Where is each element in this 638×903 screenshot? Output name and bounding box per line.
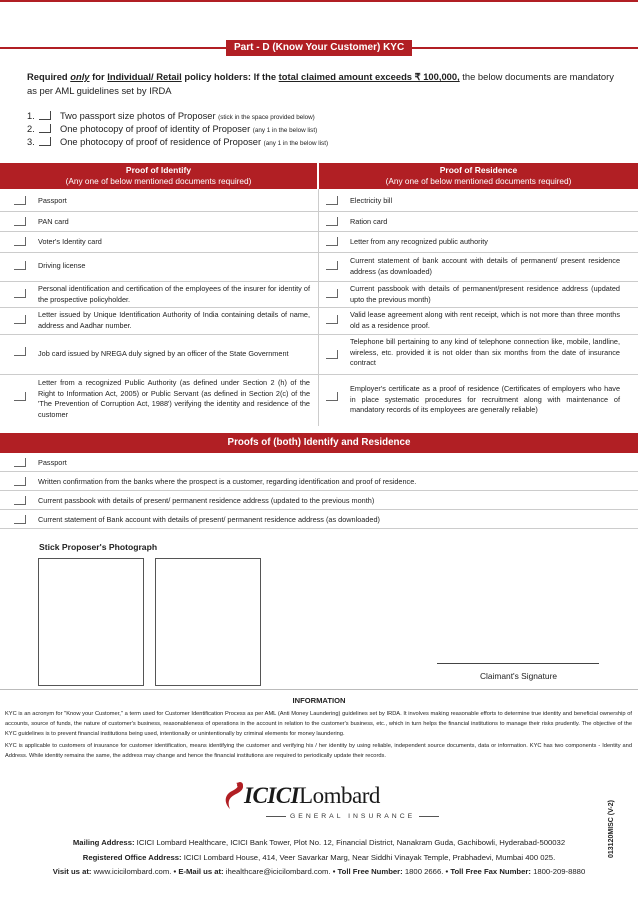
both-checkbox[interactable] [14,477,26,486]
row-divider [0,307,638,308]
both-item: Current statement of Bank account with details of present/ permanent residence address (as downloaded) [38,515,380,524]
residence-checkbox[interactable] [326,261,338,270]
mailing-address: Mailing Address: ICICI Lombard Healthcare, ICICI Bank Tower, Plot No. 12, Financial District, Nanakram Guda, Gachibowli, Hyderabad-500032 [72,838,566,847]
row-divider [0,231,638,232]
form-code: 013120MISC (V-2) [608,800,615,858]
identity-item: Voter's Identity card [38,237,102,246]
both-item: Current passbook with details of present/ permanent residence address (updated to the previous month) [38,496,375,505]
both-checkbox[interactable] [14,496,26,505]
row-divider [0,528,638,529]
row-divider [0,334,638,335]
both-item: Passport [38,458,67,467]
identity-item: Personal identification and certification of the employees of the insurer for identity of the prospective policyholder. [38,284,310,304]
residence-item: Employer's certificate as a proof of residence (Certificates of employers who have in place systematic procedures for recruitment along with maintenance of mandatory records of its employees are generally reliable) [350,384,620,415]
logo-swirl-icon [222,781,246,811]
residence-item: Ration card [350,217,388,226]
checkbox[interactable] [39,124,51,133]
required-item: 2. One photocopy of proof of identity of Proposer (any 1 in the below list) [27,124,318,134]
identity-checkbox[interactable] [14,289,26,298]
row-divider [0,281,638,282]
page-title: Part - D (Know Your Customer) KYC [226,40,412,56]
photo-box-2[interactable] [155,558,261,686]
signature-label: Claimant's Signature [480,671,558,681]
signature-line[interactable] [437,663,599,664]
residence-checkbox[interactable] [326,196,338,205]
residence-item: Current passbook with details of permanent/present residence address (updated upto the previous month) [350,284,620,304]
identity-item: Letter issued by Unique Identification Authority of India containing details of name, address and Aadhar number. [38,310,310,330]
requirement-statement: Required only for Individual/ Retail policy holders: If the total claimed amount exceeds ₹ 100,000, the below documents are mandatory as per AML guidelines set by IRDA [27,71,614,96]
both-item: Written confirmation from the banks where the prospect is a customer, regarding identification and proof of residence. [38,477,417,486]
identity-checkbox[interactable] [14,217,26,226]
photo-title: Stick Proposer's Photograph [39,542,158,552]
residence-column-header: Proof of Residence (Any one of below mentioned documents required) [319,163,638,189]
identity-checkbox[interactable] [14,392,26,401]
residence-checkbox[interactable] [326,350,338,359]
row-divider [0,374,638,375]
checkbox[interactable] [39,137,51,146]
information-paragraph: KYC is applicable to customers of insurance for customer identification, means identifying the customer and verifying his / her identity by using reliable, independent source documents, data or information. KYC has two components - Identity and Address. While identity remains the same, the address may change and hence the financial institutions are required to periodically update their records. [5,743,632,759]
required-item: 1. Two passport size photos of Proposer (stick in the space provided below) [27,111,315,121]
required-item: 3. One photocopy of proof of residence of Proposer (any 1 in the below list) [27,137,329,147]
identity-item: Job card issued by NREGA duly signed by an officer of the State Government [38,349,289,358]
identity-item: Driving license [38,261,86,270]
row-divider [0,490,638,491]
residence-checkbox[interactable] [326,392,338,401]
residence-item: Current statement of bank account with details of permanent/ present residence address (as downloaded) [350,256,620,276]
identity-column-header: Proof of Identify (Any one of below mentioned documents required) [0,163,317,189]
information-paragraph: KYC is an acronym for "Know your Customer," a term used for Customer Identification Process as per AML (Anti Money Laundering) guidelines set by IRDA. It involves making reasonable efforts to determine true identity and beneficial ownership of accounts, source of funds, the nature of customer's business, reasonableness of operations in the account in relation to the customer's business, etc., which in turn helps the financial institutions to manage their risks prudently. The objective of the KYC guidelines is to prevent financial institutions being used, intentionally or unintentionally by criminal elements for money laundering. [5,711,632,737]
residence-checkbox[interactable] [326,289,338,298]
both-checkbox[interactable] [14,458,26,467]
both-checkbox[interactable] [14,515,26,524]
residence-checkbox[interactable] [326,237,338,246]
residence-checkbox[interactable] [326,217,338,226]
section-divider [0,689,638,690]
residence-item: Letter from any recognized public authority [350,237,488,246]
row-divider [0,509,638,510]
photo-box-1[interactable] [38,558,144,686]
identity-checkbox[interactable] [14,347,26,356]
information-title: INFORMATION [292,696,346,705]
icici-lombard-logo: ICICILombard GENERAL INSURANCE [222,781,422,827]
residence-item: Valid lease agreement along with rent receipt, which is not more than three months old as a residence proof. [350,310,620,330]
registered-address: Registered Office Address: ICICI Lombard House, 414, Veer Savarkar Marg, Near Siddhi Vinayak Temple, Prabhadevi, Mumbai 400 025. [82,853,556,862]
identity-checkbox[interactable] [14,261,26,270]
residence-item: Electricity bill [350,196,393,205]
identity-checkbox[interactable] [14,237,26,246]
residence-item: Telephone bill pertaining to any kind of telephone connection like, mobile, landline, wireless, etc. provided it is not older than six months from the date of insurance contract [350,337,620,368]
row-divider [0,252,638,253]
required-items-list [27,110,328,149]
identity-item: Letter from a recognized Public Authority (as defined under Section 2 (h) of the Right to Information Act, 2005) or Public Servant (as defined in Section 2(c) of the 'The Prevention of Corruption Act, 1988') verifying the identity and residence of the customer [38,378,310,419]
identity-item: PAN card [38,217,69,226]
checkbox[interactable] [39,111,51,120]
contact-line: Visit us at: www.icicilombard.com. • E-Mail us at: ihealthcare@icicilombard.com. • Toll Free Number: 1800 2666. • Toll Free Fax Number: 1800-209-8880 [52,867,586,876]
top-border [0,0,638,2]
both-proofs-header: Proofs of (both) Identify and Residence [0,433,638,453]
identity-checkbox[interactable] [14,196,26,205]
identity-checkbox[interactable] [14,315,26,324]
row-divider [0,471,638,472]
residence-checkbox[interactable] [326,315,338,324]
identity-item: Passport [38,196,67,205]
row-divider [0,211,638,212]
